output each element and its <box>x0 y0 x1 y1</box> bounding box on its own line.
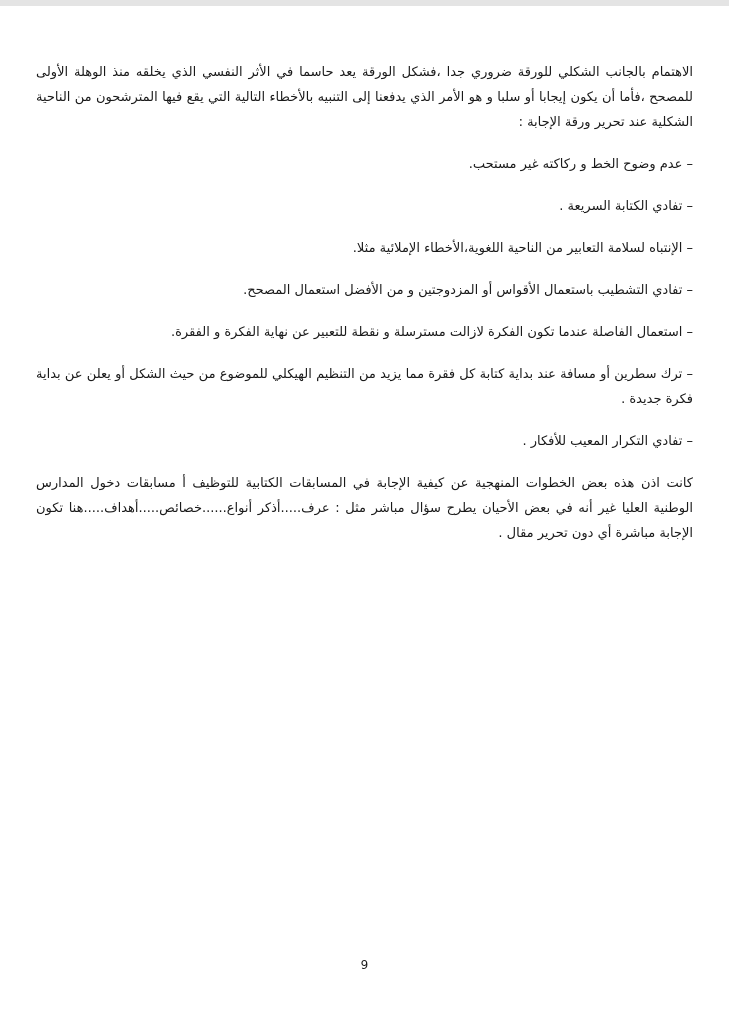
top-edge-band <box>0 0 729 6</box>
bullet-item: – تفادي التكرار المعيب للأفكار . <box>522 434 693 449</box>
page-number: 9 <box>360 958 369 972</box>
bullet-item: – تفادي التشطيب باستعمال الأقواس أو المزدوجتين و من الأفضل استعمال المصحح. <box>243 283 693 298</box>
bullet-item: – الإنتباه لسلامة التعابير من الناحية اللغوية،الأخطاء الإملائية مثلا. <box>352 241 693 256</box>
closing-paragraph: كانت اذن هذه بعض الخطوات المنهجية عن كيفية الإجابة في المسابقات الكتابية للتوظيف أ مسابقات دخول المدارس الوطنية العليا غير أنه في بعض الأحيان يطرح سؤال مباشر مثل : عرف.....أذكر أنواع......خصائص.....أهداف.....هنا تكون الإجابة مباشرة أي دون تحرير مقال . <box>36 476 693 541</box>
bullet-item: – ترك سطرين أو مسافة عند بداية كتابة كل فقرة مما يزيد من التنظيم الهيكلي للموضوع من حيث الشكل أو يعلن عن بداية فكرة جديدة . <box>36 367 693 407</box>
bullet-list <box>36 152 693 454</box>
intro-paragraph: الاهتمام بالجانب الشكلي للورقة ضروري جدا ،فشكل الورقة يعد حاسما في الأثر النفسي الذي يخلقه منذ الوهلة الأولى للمصحح ،فأما أن يكون إيجابا أو سلبا و هو الأمر الذي يدفعنا إلى التنبيه بالأخطاء التالية التي يقع فيها المترشحون من الناحية الشكلية عند تحرير ورقة الإجابة : <box>36 65 693 130</box>
bullet-item: – استعمال الفاصلة عندما تكون الفكرة لازالت مسترسلة و نقطة للتعبير عن نهاية الفكرة و الفقرة. <box>170 325 693 340</box>
document-body <box>36 60 693 546</box>
bullet-item: – عدم وضوح الخط و ركاكته غير مستحب. <box>468 157 693 172</box>
bullet-item: – تفادي الكتابة السريعة . <box>559 199 693 214</box>
